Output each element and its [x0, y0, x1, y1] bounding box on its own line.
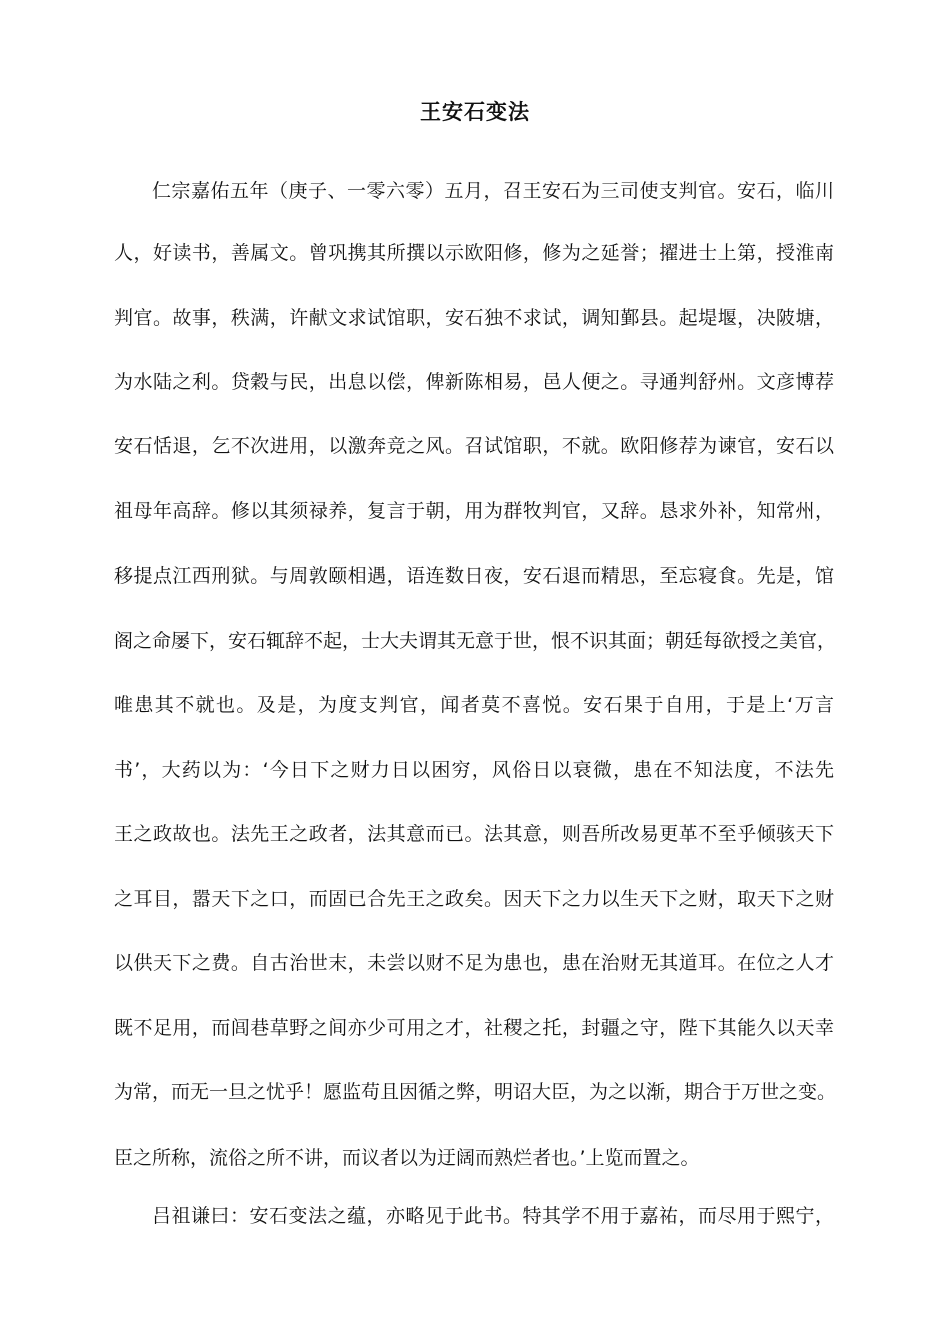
document-title: 王安石变法 [420, 99, 530, 124]
paragraph-line: 为水陆之利。贷穀与民，出息以偿，俾新陈相易，邑人便之。寻通判舒州。文彦博荐 [114, 371, 834, 393]
paragraph-line: 臣之所称，流俗之所不讲，而议者以为迂阔而熟烂者也。’上览而置之。 [114, 1147, 700, 1169]
paragraph-line: 既不足用，而闾巷草野之间亦少可用之才，社稷之托，封疆之守，陛下其能久以天幸 [114, 1017, 834, 1039]
paragraph-line: 唯患其不就也。及是，为度支判官，闻者莫不喜悦。安石果于自用，于是上‘万言 [114, 694, 834, 716]
paragraph-line: 安石恬退，乞不次进用，以激奔竞之风。召试馆职，不就。欧阳修荐为谏官，安石以 [114, 435, 834, 457]
paragraph-line: 书’，大药以为：‘今日下之财力日以困穷，风俗日以衰微，患在不知法度，不法先 [114, 759, 834, 781]
paragraph-line: 王之政故也。法先王之政者，法其意而已。法其意，则吾所改易更革不至乎倾骇天下 [114, 823, 834, 845]
paragraph-line: 为常，而无一旦之忧乎！愿监苟且因循之弊，明诏大臣，为之以渐，期合于万世之变。 [114, 1081, 837, 1103]
paragraph-line: 吕祖谦曰：安石变法之蕴，亦略见于此书。特其学不用于嘉祐，而尽用于熙宁， [152, 1205, 834, 1227]
paragraph-line: 判官。故事，秩满，许献文求试馆职，安石独不求试，调知鄞县。起堤堰，决陂塘， [114, 307, 834, 329]
paragraph-line: 之耳目，嚣天下之口，而固已合先王之政矣。因天下之力以生天下之财，取天下之财 [114, 888, 834, 910]
paragraph-line: 以供天下之费。自古治世末，未尝以财不足为患也，患在治财无其道耳。在位之人才 [114, 952, 834, 974]
paragraph-line: 仁宗嘉佑五年（庚子、一零六零）五月，召王安石为三司使支判官。安石，临川 [152, 180, 834, 202]
paragraph-line: 祖母年高辞。修以其须禄养，复言于朝，用为群牧判官，又辞。恳求外补，知常州， [114, 500, 834, 522]
paragraph-line: 人，好读书，善属文。曾巩携其所撰以示欧阳修，修为之延誉；擢进士上第，授淮南 [114, 242, 834, 264]
paragraph-line: 阁之命屡下，安石辄辞不起，士大夫谓其无意于世，恨不识其面；朝廷每欲授之美官， [114, 630, 837, 652]
paragraph-line: 移提点江西刑狱。与周敦颐相遇，语连数日夜，安石退而精思，至忘寝食。先是，馆 [114, 565, 834, 587]
